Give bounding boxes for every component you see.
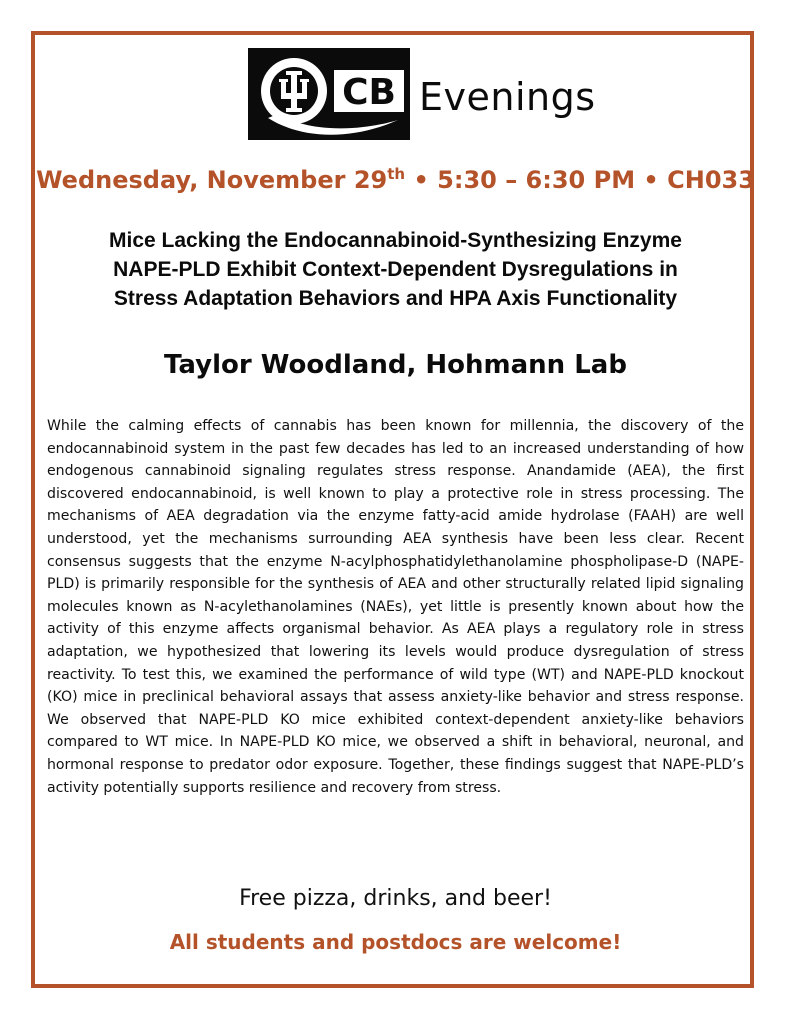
header xyxy=(0,48,791,140)
speaker-name: Taylor Woodland, Hohmann Lab xyxy=(164,350,627,380)
brand-suffix: Evenings xyxy=(419,75,596,119)
talk-title xyxy=(40,226,751,313)
talk-title-line: Mice Lacking the Endocannabinoid-Synthesizing Enzyme xyxy=(109,229,682,252)
event-date: Wednesday, November 29 xyxy=(36,166,388,194)
logo-letters: CB xyxy=(342,72,396,113)
food-announcement: Free pizza, drinks, and beer! xyxy=(239,886,552,911)
event-date-ordinal: th xyxy=(387,165,406,183)
talk-title-line: NAPE-PLD Exhibit Context-Dependent Dysregulations in xyxy=(113,258,678,281)
event-time-location: • 5:30 – 6:30 PM • CH033 xyxy=(405,166,755,194)
qcb-logo xyxy=(248,48,410,140)
iu-trident-q-logo-icon xyxy=(248,48,410,140)
welcome-message: All students and postdocs are welcome! xyxy=(169,930,622,954)
event-date-time-location xyxy=(0,165,791,195)
talk-title-line: Stress Adaptation Behaviors and HPA Axis Functionality xyxy=(113,287,678,310)
abstract-text: While the calming effects of cannabis has been known for millennia, the discovery of the endocannabinoid system in the past few decades has led to an increased understanding of how endogenous cannabinoid signaling regulates stress response. Anandamide (AEA), the first discovered endocannabinoid, is well known to play a protective role in stress processing. The mechanisms of AEA degradation via the enzyme fatty-acid amide hydrolase (FAAH) are well understood, yet the mechanisms surrounding AEA synthesis have been less clear. Recent consensus suggests that the enzyme N-acylphosphatidylethanolamine phospholipase-D (NAPE-PLD) is primarily responsible for the synthesis of AEA and other structurally related lipid signaling molecules known as N-acylethanolamines (NAEs), yet little is presently known about how the activity of this enzyme affects organismal behavior. As AEA plays a regulatory role in stress adaptation, we hypothesized that lowering its levels would produce dysregulation of stress reactivity. To test this, we examined the performance of wild type (WT) and NAPE-PLD knockout (KO) mice in preclinical behavioral assays that assess anxiety-like behavior and stress response. We observed that NAPE-PLD KO mice exhibited context-dependent anxiety-like behaviors compared to WT mice. In NAPE-PLD KO mice, we observed a shift in behavioral, neuronal, and hormonal response to predator odor exposure. Together, these findings suggest that NAPE-PLD’s activity potentially supports resilience and recovery from stress. xyxy=(47,418,744,796)
